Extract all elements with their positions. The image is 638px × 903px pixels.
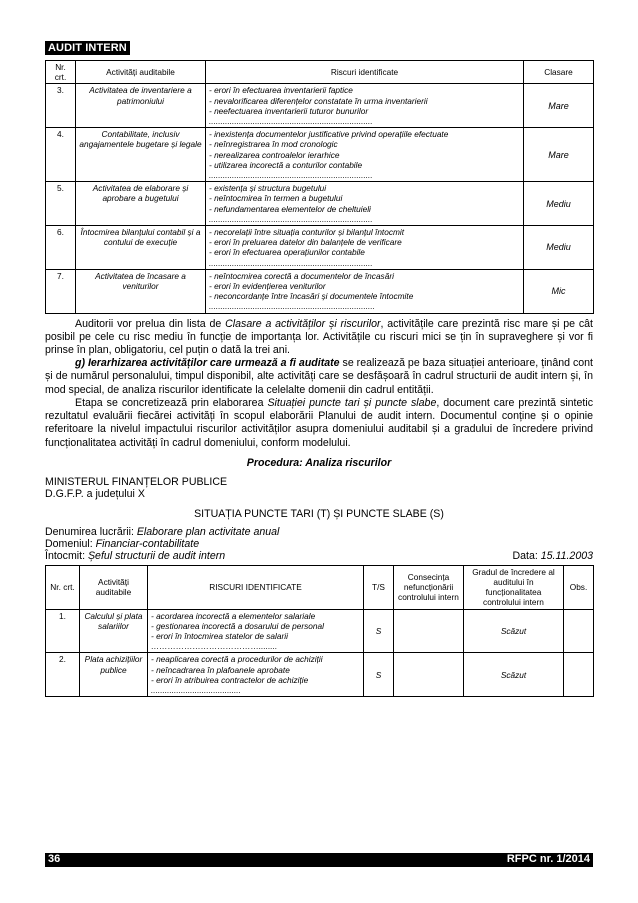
paragraph-ranking bbox=[45, 318, 593, 358]
risk-item: - neînregistrarea în mod cronologic bbox=[209, 139, 338, 150]
row-number: 1. bbox=[46, 609, 80, 653]
risk-item: - neconcordanțe între încasări și documentele întocmite bbox=[209, 291, 414, 302]
col-header-consequence: Consecința nefuncționării controlului intern bbox=[394, 565, 464, 609]
table-row bbox=[46, 653, 594, 697]
text: se realizează pe baza situației anterioare, ținând cont și de numărul personalului, timpul disponibil, alte activități care se desfășoară în cadrul structurii de audit intern și, în mod special, de analiza riscurilor identificate la celelalte domenii din cadrul entității. bbox=[45, 357, 593, 396]
risk-item: - erori în întocmirea statelor de salarii bbox=[151, 630, 288, 641]
risks-cell bbox=[206, 269, 524, 313]
risk-item: - neefectuarea inventarierii tuturor bunurilor bbox=[209, 105, 369, 116]
activity-cell: Activitatea de inventariere a patrimoniului bbox=[76, 84, 206, 128]
risk-item: ........................................................................ bbox=[209, 301, 375, 312]
author-date-row bbox=[45, 550, 593, 562]
trust-cell: Scăzut bbox=[464, 609, 564, 653]
risk-item: - gestionarea incorectă a dosarului de personal bbox=[151, 620, 324, 631]
table-header-row bbox=[46, 565, 594, 609]
col-header-nr: Nr. crt. bbox=[46, 565, 80, 609]
value: 15.11.2003 bbox=[540, 550, 593, 563]
col-header-risks: RISCURI IDENTIFICATE bbox=[148, 565, 364, 609]
risk-item: - erori în efectuarea operațiunilor contabile bbox=[209, 247, 365, 258]
label: Întocmit: bbox=[45, 550, 88, 563]
class-cell: Mare bbox=[524, 128, 594, 182]
risk-item: - erori în evidențierea veniturilor bbox=[209, 281, 326, 292]
label: Domeniul: bbox=[45, 537, 96, 550]
risk-item: - erori în efectuarea inventarierii faptice bbox=[209, 85, 353, 96]
ts-cell: S bbox=[364, 609, 394, 653]
text: , activitățile care prezintă risc mare și pe cât posibil pe cele cu risc mediu în funcție de importanța lor. Activitățile cu riscuri mici se țin în supraveghere și vor fi prinse în plan, obligatoriu, cel puțin o dată la trei ani. bbox=[45, 317, 593, 357]
risks-cell bbox=[206, 84, 524, 128]
activity-cell: Activitatea de încasare a veniturilor bbox=[76, 269, 206, 313]
risk-item: - erori în preluarea datelor din balanțele de verificare bbox=[209, 237, 402, 248]
risk-item: ....................................................................... bbox=[209, 257, 373, 268]
page-number: 36 bbox=[48, 853, 61, 865]
col-header-ts: T/S bbox=[364, 565, 394, 609]
col-header-trust: Gradul de încredere al auditului în funcționalitatea controlului intern bbox=[464, 565, 564, 609]
row-number: 6. bbox=[46, 226, 76, 270]
table-row bbox=[46, 84, 594, 128]
risk-item: - existența și structura bugetului bbox=[209, 183, 327, 194]
table-row bbox=[46, 182, 594, 226]
table-row bbox=[46, 128, 594, 182]
activities-risks-table bbox=[45, 60, 594, 314]
risk-item: ....................................................................... bbox=[209, 170, 373, 181]
risks-cell bbox=[206, 182, 524, 226]
risk-item: - erori în atribuirea contractelor de achiziție bbox=[151, 674, 309, 685]
row-number: 7. bbox=[46, 269, 76, 313]
class-cell: Mic bbox=[524, 269, 594, 313]
risks-cell bbox=[148, 609, 364, 653]
label: Data: bbox=[512, 550, 541, 563]
paragraph-stage bbox=[45, 397, 593, 450]
situation-title: SITUAȚIA PUNCTE TARI (T) ȘI PUNCTE SLABE (S) bbox=[194, 507, 444, 520]
row-number: 5. bbox=[46, 182, 76, 226]
col-header-activity: Activități auditabile bbox=[76, 61, 206, 84]
meta-block bbox=[45, 526, 593, 563]
risk-item: ....................................... bbox=[151, 684, 241, 695]
ministry-name: MINISTERUL FINANȚELOR PUBLICE bbox=[45, 475, 228, 488]
risk-item: - acordarea incorectă a elementelor salariale bbox=[151, 610, 316, 621]
risk-item: - neîntocmirea corectă a documentelor de încasări bbox=[209, 270, 394, 281]
risks-cell bbox=[206, 226, 524, 270]
class-cell: Mare bbox=[524, 84, 594, 128]
value: Elaborare plan activitate anual bbox=[136, 525, 280, 538]
procedure-title: Procedura: Analiza riscurilor bbox=[246, 456, 392, 469]
activity-cell: Calculul și plata salariilor bbox=[80, 609, 148, 653]
risks-cell bbox=[206, 128, 524, 182]
table-header-row bbox=[46, 61, 594, 84]
col-header-class: Clasare bbox=[524, 61, 594, 84]
text-bold-italic: g) Ierarhizarea activităților care urmează a fi auditate bbox=[75, 357, 340, 370]
risk-item: - nefundamentarea elementelor de cheltuieli bbox=[209, 203, 371, 214]
class-cell: Mediu bbox=[524, 226, 594, 270]
text: , document care prezintă sintetic rezultatul evaluării fiecărei activități în scopul elaborării Planului de audit intern. Documentul conține și o opinie referitoare la nivelul impactului riscurilor activităților asupra domeniului auditabil și a gradului de încredere privind funcționalitatea activități în cadrul domeniului, conform modelului. bbox=[45, 396, 593, 449]
col-header-risks: Riscuri identificate bbox=[206, 61, 524, 84]
row-number: 3. bbox=[46, 84, 76, 128]
col-header-obs: Obs. bbox=[564, 565, 594, 609]
risk-item: - nevalorificarea diferențelor constatate în urma inventarierii bbox=[209, 95, 428, 106]
row-number: 2. bbox=[46, 653, 80, 697]
risk-item: - neîncadrarea în plafoanele aprobate bbox=[151, 664, 290, 675]
text-italic: Clasare a activităților și riscurilor bbox=[225, 317, 381, 330]
text: Etapa se concretizează prin elaborarea bbox=[75, 396, 268, 409]
activity-cell: Întocmirea bilanțului contabil și a contului de execuție bbox=[76, 226, 206, 270]
ts-cell: S bbox=[364, 653, 394, 697]
risk-item: ....................................................................... bbox=[209, 116, 373, 127]
strengths-weaknesses-table bbox=[45, 565, 594, 697]
risk-item: - neaplicarea corectă a procedurilor de achiziții bbox=[151, 654, 323, 665]
risks-cell bbox=[148, 653, 364, 697]
risk-item: - utilizarea incorectă a conturilor contabile bbox=[209, 159, 363, 170]
trust-cell: Scăzut bbox=[464, 653, 564, 697]
publication-ref: RFPC nr. 1/2014 bbox=[506, 853, 590, 865]
risk-item: …………………………………........ bbox=[151, 641, 278, 652]
directorate-name: D.G.F.P. a județului X bbox=[45, 488, 145, 501]
class-cell: Mediu bbox=[524, 182, 594, 226]
domain-row bbox=[45, 538, 593, 550]
risk-item: - neîntocmirea în termen a bugetului bbox=[209, 193, 343, 204]
page bbox=[45, 38, 593, 697]
ministry-block bbox=[45, 476, 593, 501]
table-row bbox=[46, 269, 594, 313]
section-header: AUDIT INTERN bbox=[45, 41, 130, 55]
activity-cell: Contabilitate, inclusiv angajamentele bugetare și legale bbox=[76, 128, 206, 182]
table-row bbox=[46, 609, 594, 653]
risk-item: - necorelații între situația conturilor și bilanțul întocmit bbox=[209, 227, 405, 238]
col-header-activity: Activități auditabile bbox=[80, 565, 148, 609]
consequence-cell bbox=[394, 653, 464, 697]
activity-cell: Activitatea de elaborare și aprobare a bugetului bbox=[76, 182, 206, 226]
row-number: 4. bbox=[46, 128, 76, 182]
col-header-nr: Nr. crt. bbox=[46, 61, 76, 84]
label: Denumirea lucrării: bbox=[45, 525, 137, 538]
text-italic: Situației puncte tari și puncte slabe bbox=[267, 396, 437, 409]
table-row bbox=[46, 226, 594, 270]
value: Financiar-contabilitate bbox=[95, 537, 200, 550]
obs-cell bbox=[564, 653, 594, 697]
text: Auditorii vor prelua din lista de bbox=[75, 317, 226, 330]
risk-item: - nerealizarea controalelor ierarhice bbox=[209, 149, 340, 160]
risk-item: ....................................................................... bbox=[209, 213, 373, 224]
value: Șeful structurii de audit intern bbox=[87, 550, 226, 563]
paragraph-hierarchy bbox=[45, 357, 593, 397]
risk-item: - inexistența documentelor justificative privind operațiile efectuate bbox=[209, 129, 449, 140]
activity-cell: Plata achizițiilor publice bbox=[80, 653, 148, 697]
consequence-cell bbox=[394, 609, 464, 653]
obs-cell bbox=[564, 609, 594, 653]
page-footer bbox=[45, 853, 593, 867]
work-name-row bbox=[45, 526, 593, 538]
